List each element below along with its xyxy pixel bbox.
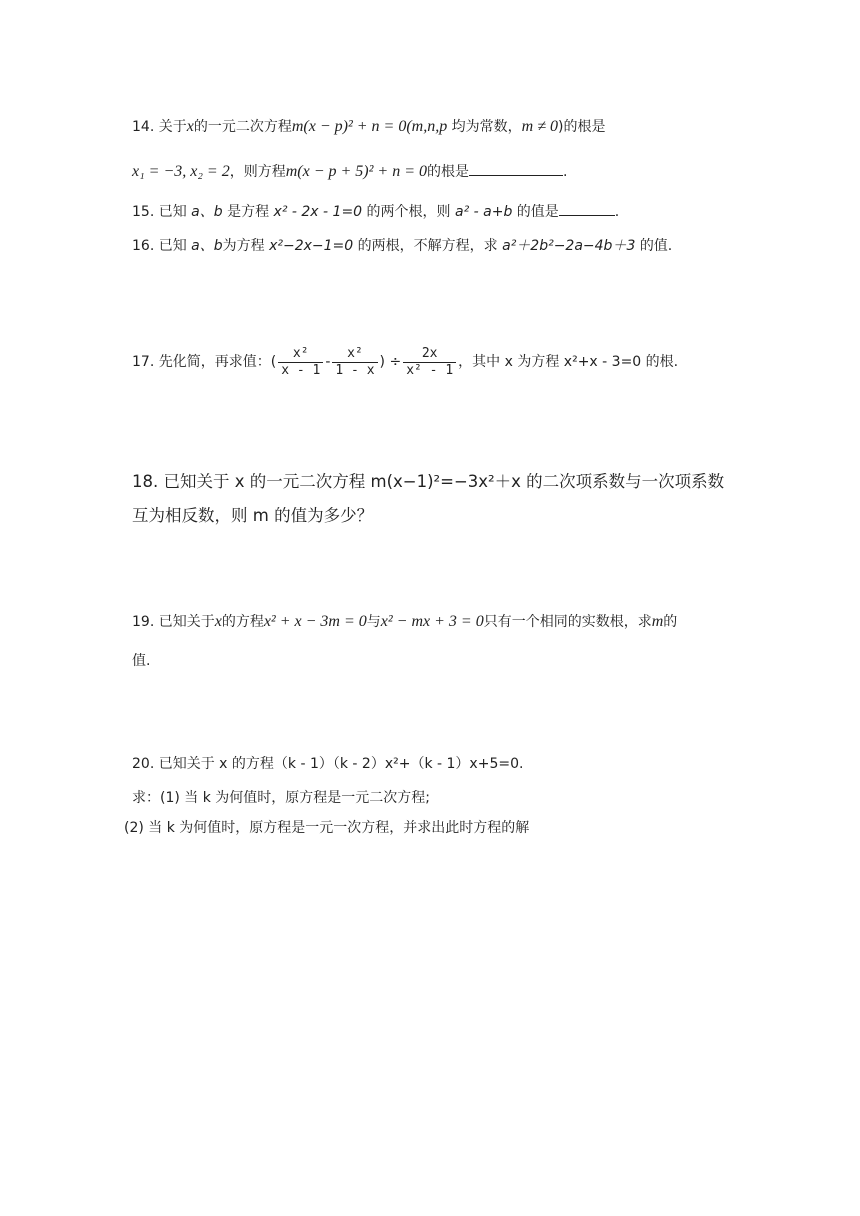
q19-equation-2: x² − mx + 3 = 0 [380,613,484,630]
q15-number: 15. [132,204,155,220]
q14-answer-blank[interactable] [469,161,563,176]
q14-equation2: m(x − p + 5)² + n = 0 [285,163,428,180]
q20-line1: 20. 已知关于 x 的方程（k - 1）（k - 2）x²+（k - 1）x+5=0. [132,756,524,772]
q19-line2: 值. [132,653,151,669]
q15-line: 15. 已知 a、b 是方程 x² - 2x - 1=0 的两个根，则 a² - a+b 的值是 . [132,201,619,222]
q16-number: 16. [132,238,155,254]
q16-expression: a²＋2b²−2a−4b＋3 [502,238,636,254]
q17-fraction-1: $\frac{\text{x²}}{x - 1}$ [278,346,323,379]
q14-number: 14. [132,119,155,135]
q14-equation: m(x − p)² + n = 0(m,n,p [291,118,448,135]
q18-line1: 18. 已知关于 x 的一元二次方程 m(x−1)²=−3x²＋x 的二次项系数与一次项系数 [132,472,725,491]
q17-fraction-2: $\frac{\text{x²}}{1 - x}$ [332,346,377,379]
q19-number: 19. [132,614,155,630]
q17-fraction-3: $\frac{2x}{\text{x² - 1}}$ [403,346,456,379]
q15-answer-blank[interactable] [559,201,615,216]
q17-line: 17. 先化简，再求值：( $\frac{\text{x²}}{x - 1}$ - $\frac{\text{x²}}{1 - x}$ ) ÷ $\frac{2x}{\text{x² - 1}}$ ，其中 x 为方程 x²+x - 3=0 的根. [132,345,679,378]
q15-expression: a² - a+b [455,204,513,220]
q17-number: 17. [132,354,155,370]
q20-number: 20. [132,756,155,772]
q14-line2: x₁ = −3, x₂ = 2，则方程m(x − p + 5)² + n = 0的根是 . [132,163,568,180]
q20-line3: (2) 当 k 为何值时，原方程是一元一次方程，并求出此时方程的解 [124,820,530,836]
q16-line: 16. 已知 a、b为方程 x²−2x−1=0 的两根，不解方程，求 a²＋2b²−2a−4b＋3 的值. [132,238,673,254]
q19-line1: 19. 已知关于x的方程x² + x − 3m = 0与x² − mx + 3 = 0只有一个相同的实数根，求m的 [132,613,678,630]
q19-equation-1: x² + x − 3m = 0 [263,613,367,630]
q15-equation: x² - 2x - 1=0 [273,204,363,220]
q16-equation: x²−2x−1=0 [269,238,354,254]
q14-roots: x₁ = −3, x₂ = 2 [132,163,230,180]
q20-line2: 求：(1) 当 k 为何值时，原方程是一元二次方程; [132,790,431,806]
q18-number: 18. [132,472,159,491]
q18-line2: 互为相反数，则 m 的值为多少？ [132,506,374,525]
q14-line1: 14. 关于x的一元二次方程m(x − p)² + n = 0(m,n,p 均为常数，m ≠ 0)的根是 [132,118,606,135]
